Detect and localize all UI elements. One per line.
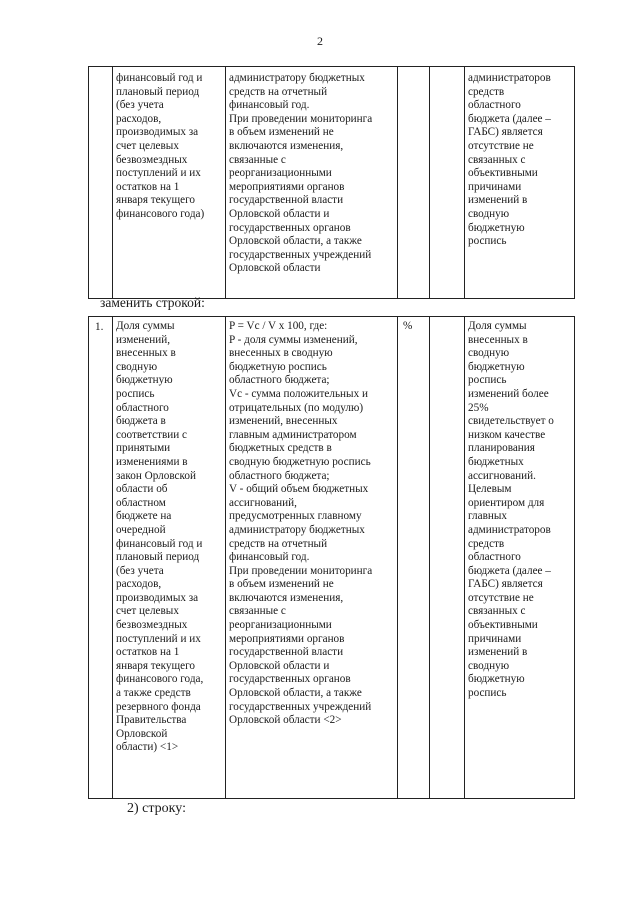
page-number: 2 <box>317 34 323 48</box>
replacement-row-table <box>88 316 575 799</box>
formula-cell: P = Vc / V x 100, где: P - доля суммы изменений, внесенных в сводную бюджетную роспись областного бюджета; Vc - сумма положительных и отрицательных (по модулю) изменений, внесенных главным администратором бюджетных средств в сводную бюджетную роспись областного бюджета; V - общий объем бюджетных ассигнований, предусмотренных главному администратору бюджетных средств на отчетный финансовый год. При проведении мониторинга в объем изменений не включаются изменения, связанные с реорганизационными мероприятиями органов государственной власти Орловской области и государственных органов Орловской области, а также государственных учреждений Орловской области <2> <box>226 317 398 799</box>
row-number-cell <box>89 67 113 299</box>
table-row <box>89 317 575 799</box>
indicator-cell: Доля суммы изменений, внесенных в сводную бюджетную роспись областного бюджета в соответствии с принятыми изменениями в закон Орловской области об областном бюджете на очередной финансовый год и плановый период (без учета расходов, производимых за счет целевых безвозмездных поступлений и их остатков на 1 января текущего финансового года, а также средств резервного фонда Правительства Орловской области) <1> <box>113 317 226 799</box>
empty-cell <box>430 317 465 799</box>
indicator-cell: финансовый год и плановый период (без учета расходов, производимых за счет целевых безвозмездных поступлений и их остатков на 1 января текущего финансового года) <box>113 67 226 299</box>
replace-instruction: заменить строкой: <box>100 295 205 310</box>
unit-cell: % <box>398 317 430 799</box>
unit-cell <box>398 67 430 299</box>
table-row <box>89 67 575 299</box>
empty-cell <box>430 67 465 299</box>
formula-cell: администратору бюджетных средств на отчетный финансовый год. При проведении мониторинга в объем изменений не включаются изменения, связанные с реорганизационными мероприятиями органов государственной власти Орловской области и государственных органов Орловской области, а также государственных учреждений Орловской области <box>226 67 398 299</box>
next-item-heading: 2) строку: <box>127 801 186 816</box>
note-cell: Доля суммы внесенных в сводную бюджетную роспись изменений более 25% свидетельствует о низком качестве планирования бюджетных ассигнований. Целевым ориентиром для главных администраторов средств областного бюджета (далее – ГАБС) является отсутствие не связанных с объективными причинами изменений в сводную бюджетную роспись <box>465 317 575 799</box>
note-cell: администраторов средств областного бюджета (далее – ГАБС) является отсутствие не связанных с объективными причинами изменений в сводную бюджетную роспись <box>465 67 575 299</box>
previous-row-table <box>88 66 575 299</box>
row-number-cell: 1. <box>89 317 113 799</box>
